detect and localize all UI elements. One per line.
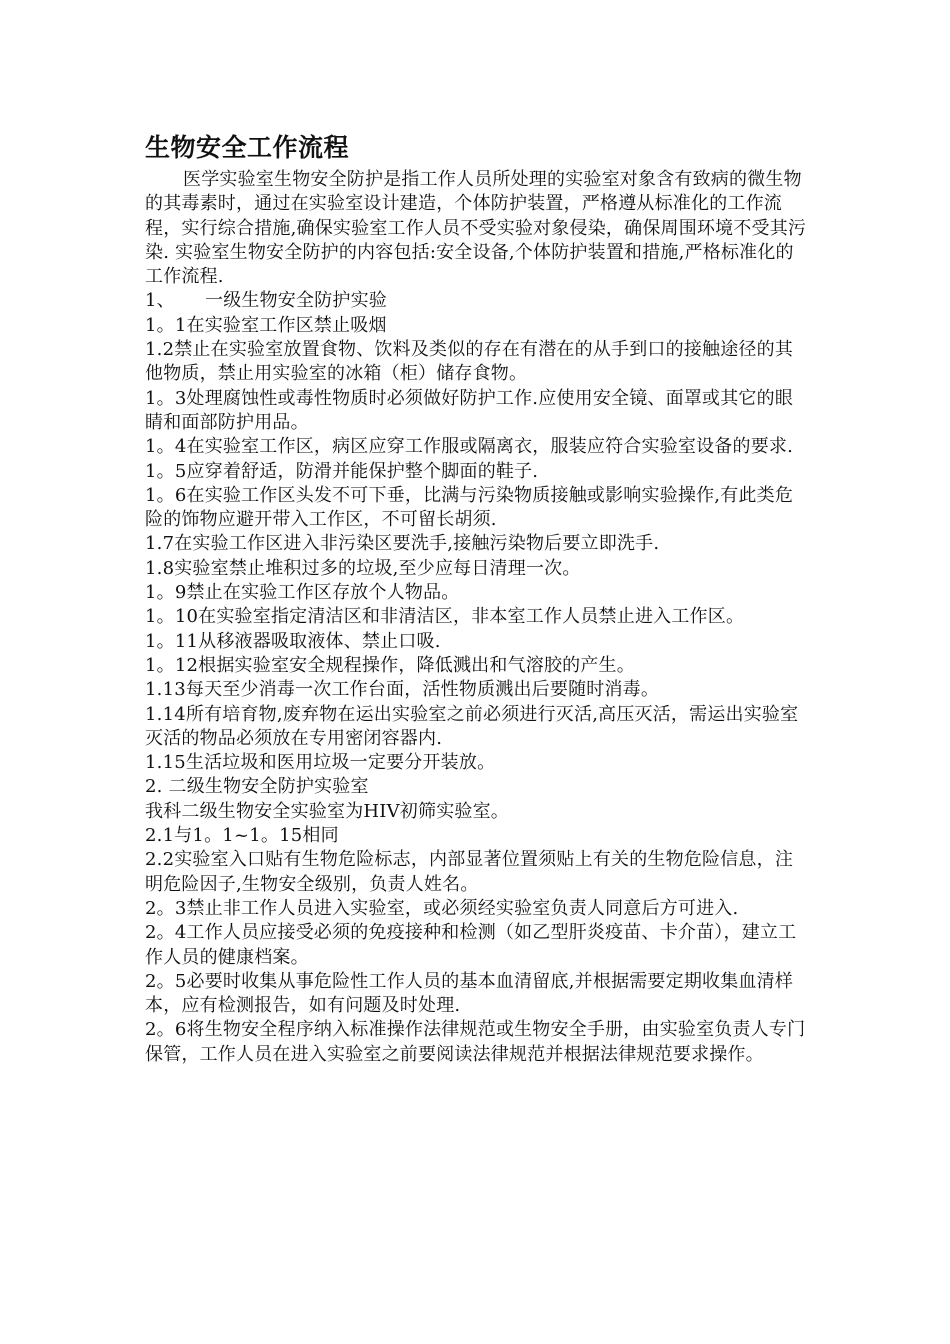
section1-item: 1。10在实验室指定清洁区和非清洁区，非本室工作人员禁止进入工作区。 [145, 606, 745, 628]
section2-item: 2。6将生物安全程序纳入标准操作法律规范或生物安全手册，由实验室负责人专门保管，工作人员在进入实验室之前要阅读法律规范并根据法律规范要求操作。 [145, 1019, 806, 1065]
section1-heading [145, 289, 810, 313]
section1-item: 1。9禁止在实验工作区存放个人物品。 [145, 582, 460, 604]
section2-item: 2.2实验室入口贴有生物危险标志，内部显著位置须贴上有关的生物危险信息，注明危险因子,生物安全级别，负责人姓名。 [145, 849, 794, 895]
section1-item: 1.2禁止在实验室放置食物、饮料及类似的存在有潜在的从手到口的接触途径的其他物质，禁止用实验室的冰箱（柜）储存食物。 [145, 339, 794, 385]
section1-item: 1。5应穿着舒适，防滑并能保护整个脚面的鞋子. [145, 460, 539, 482]
section1-number: 1、 [145, 290, 175, 312]
document-body [145, 168, 810, 1067]
section2-item: 2。5必要时收集从事危险性工作人员的基本血清留底,并根据需要定期收集血清样本，应有检测报告，如有问题及时处理. [145, 970, 794, 1017]
section1-item: 1。12根据实验室安全规程操作，降低溅出和气溶胶的产生。 [145, 654, 635, 676]
section1-heading-text: 一级生物安全防护实验 [205, 290, 387, 312]
section1-item: 1.7在实验工作区进入非污染区要洗手,接触污染物后要立即洗手. [145, 533, 660, 555]
section2-item: 2。4工作人员应接受必须的免疫接种和检测（如乙型肝炎疫苗、卡介苗），建立工作人员的健康档案。 [145, 922, 797, 968]
document-page [145, 128, 810, 1067]
section1-item: 1.13每天至少消毒一次工作台面，活性物质溅出后要随时消毒。 [145, 679, 660, 701]
section1-item: 1。4在实验室工作区，病区应穿工作服或隔离衣，服装应符合实验室设备的要求. [145, 436, 794, 458]
section1-item: 1.14所有培育物,废弃物在运出实验室之前必须进行灭活,高压灭活，需运出实验室灭活的物品必须放在专用密闭容器内. [145, 703, 799, 749]
section1-item: 1.8实验室禁止堆积过多的垃圾,至少应每日清理一次。 [145, 557, 581, 579]
section1-item: 1。6在实验工作区头发不可下垂，比满与污染物质接触或影响实验操作,有此类危险的饰物应避开带入工作区，不可留长胡须. [145, 484, 794, 531]
section2-intro: 我科二级生物安全实验室为HIV初筛实验室。 [145, 800, 510, 822]
section2-item: 2.1与1。1~1。15相同 [145, 825, 339, 847]
section2-item: 2。3禁止非工作人员进入实验室，或必须经实验室负责人同意后方可进入. [145, 897, 739, 919]
intro-paragraph: 医学实验室生物安全防护是指工作人员所处理的实验室对象含有致病的微生物的其毒素时，通过在实验室设计建造，个体防护装置，严格遵从标准化的工作流程，实行综合措施,确保实验室工作人员不受实验对象侵染，确保周围环境不受其污染. 实验室生物安全防护的内容包括:安全设备,个体防护装置和措施,严格标准化的工作流程. [145, 169, 807, 288]
section1-item: 1.15生活垃圾和医用垃圾一定要分开装放。 [145, 752, 496, 774]
section2-heading: 2. 二级生物安全防护实验室 [145, 776, 369, 798]
section1-item: 1。1在实验室工作区禁止吸烟 [145, 314, 387, 336]
document-title: 生物安全工作流程 [145, 133, 350, 162]
section1-item: 1。3处理腐蚀性或毒性物质时必须做好防护工作.应使用安全镜、面罩或其它的眼睛和面部防护用品。 [145, 387, 794, 433]
section1-item: 1。11从移液器吸取液体、禁止口吸. [145, 630, 441, 652]
